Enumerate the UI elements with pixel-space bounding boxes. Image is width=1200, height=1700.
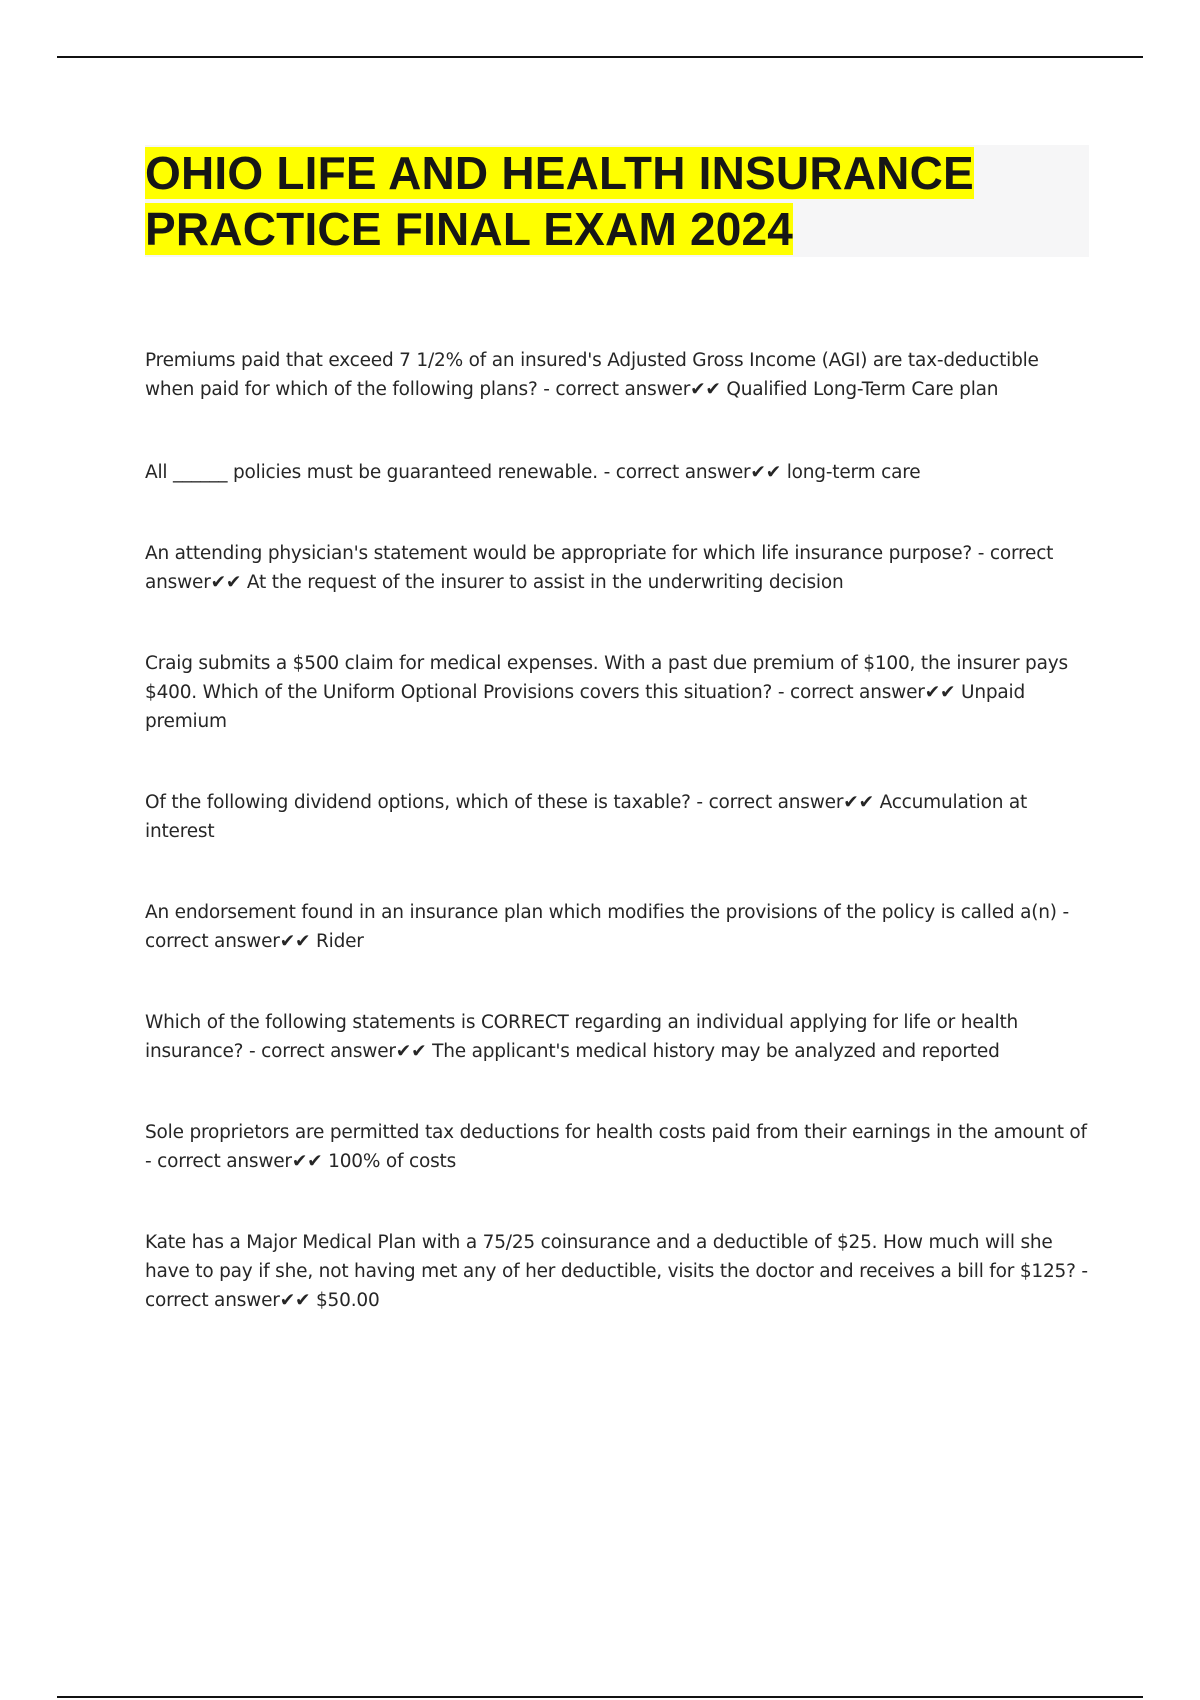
checkmark-icon: ✔✔ — [843, 792, 874, 813]
qa-item — [145, 346, 1090, 404]
checkmark-icon: ✔✔ — [279, 931, 311, 952]
checkmark-icon: ✔✔ — [291, 1151, 323, 1172]
checkmark-icon: ✔✔ — [690, 379, 721, 400]
question-text: Premiums paid that exceed 7 1/2% of an insured's Adjusted Gross Income (AGI) are tax-deductible when paid for which of the following plans? - correct answer — [145, 350, 1039, 400]
answer-text: Accumulation at interest — [145, 792, 1028, 842]
question-text: An attending physician's statement would be appropriate for which life insurance purpose? - correct answer — [145, 543, 1054, 593]
top-rule — [57, 56, 1143, 58]
checkmark-icon: ✔✔ — [395, 1041, 427, 1062]
answer-text: $50.00 — [315, 1290, 380, 1311]
qa-list — [145, 346, 1090, 1315]
question-text: Of the following dividend options, which of these is taxable? - correct answer — [145, 792, 844, 813]
question-text: Craig submits a $500 claim for medical expenses. With a past due premium of $100, the insurer pays $400. Which of the Uniform Optional Provisions covers this situation? - correct answer — [145, 653, 1068, 703]
question-text: Sole proprietors are permitted tax deductions for health costs paid from their earnings in the amount of - correct answer — [145, 1122, 1087, 1172]
page-title — [145, 145, 1089, 257]
qa-item — [145, 458, 1090, 487]
checkmark-icon: ✔✔ — [750, 462, 782, 483]
qa-item — [145, 898, 1090, 956]
qa-item — [145, 1228, 1090, 1315]
answer-text: Unpaid premium — [145, 682, 1026, 732]
qa-item — [145, 788, 1090, 846]
answer-text: At the request of the insurer to assist in the underwriting decision — [246, 572, 844, 593]
qa-item — [145, 1118, 1090, 1176]
checkmark-icon: ✔✔ — [924, 682, 956, 703]
question-text: Kate has a Major Medical Plan with a 75/25 coinsurance and a deductible of $25. How much will she have to pay if she, not having met any of her deductible, visits the doctor and receives a bill for $125? - correct answer — [145, 1232, 1088, 1311]
answer-text: Rider — [315, 931, 364, 952]
qa-item — [145, 649, 1090, 736]
title-block — [145, 145, 1089, 257]
question-text: All ______ policies must be guaranteed renewable. - correct answer — [145, 462, 751, 483]
question-text: An endorsement found in an insurance plan which modifies the provisions of the policy is called a(n) - correct answer — [145, 902, 1069, 952]
checkmark-icon: ✔✔ — [210, 572, 242, 593]
answer-text: long-term care — [786, 462, 921, 483]
question-text: Which of the following statements is CORRECT regarding an individual applying for life or health insurance? - correct answer — [145, 1012, 1019, 1062]
page-title-line-1: OHIO LIFE AND HEALTH INSURANCE — [145, 147, 974, 199]
qa-item — [145, 1008, 1090, 1066]
answer-text: Qualified Long-Term Care plan — [726, 379, 999, 400]
answer-text: The applicant's medical history may be analyzed and reported — [432, 1041, 1000, 1062]
answer-text: 100% of costs — [328, 1151, 457, 1172]
checkmark-icon: ✔✔ — [279, 1290, 311, 1311]
qa-item — [145, 539, 1090, 597]
page-title-line-2: PRACTICE FINAL EXAM 2024 — [145, 203, 794, 255]
bottom-rule — [57, 1696, 1143, 1698]
